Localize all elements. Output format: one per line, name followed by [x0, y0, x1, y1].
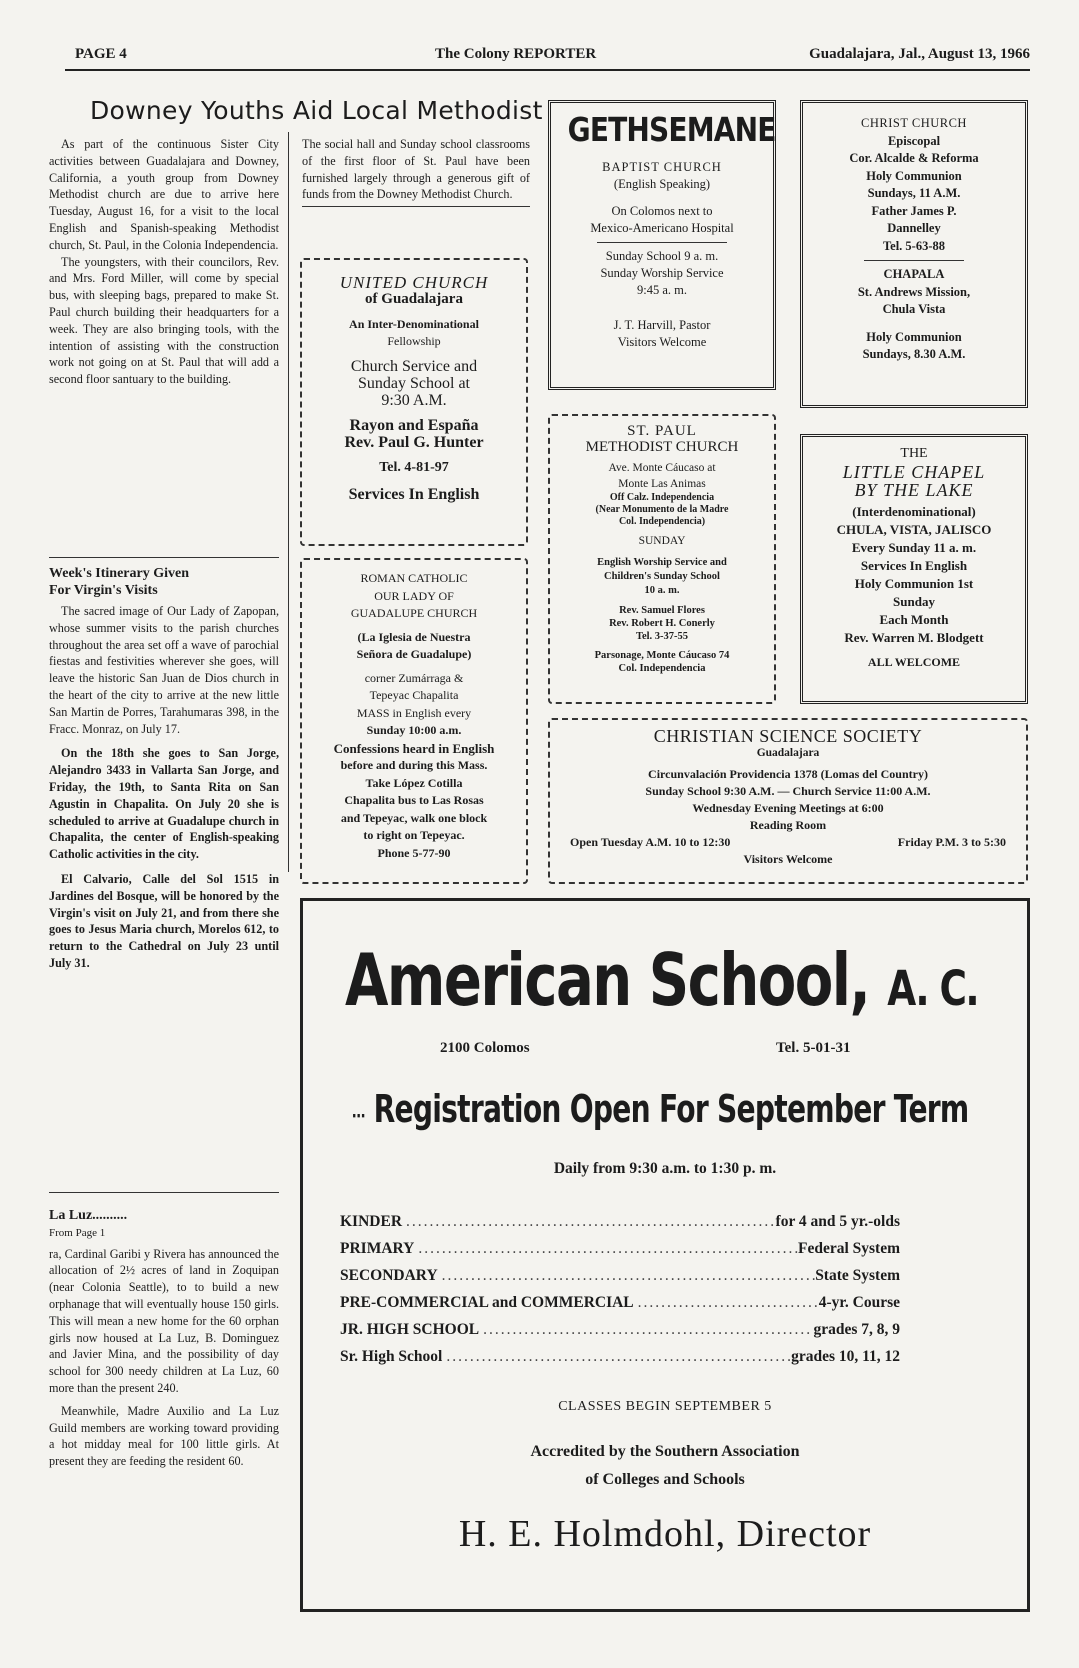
dot-leader: [414, 1235, 798, 1262]
dot-leader: [442, 1343, 791, 1370]
story-paragraph: On the 18th she goes to San Jorge, Alejandro 3433 in Vallarta San Jorge, and Friday, the 19th, to Santa Rita on San Agustin in Chapalita. On July 20 she is scheduled to arrive at Guadalupe church in Chapalita, the center of English-speaking Catholic activities in the city.: [49, 746, 279, 862]
course-name: SECONDARY: [340, 1267, 438, 1284]
story-paragraph: The youngsters, with their councilors, Rev. and Mrs. Ford Miller, will come by special bus, with sleeping bags, prepared to make St. Paul church building their headquarters for a week. They are also bringing tools, with the intention of assisting with the construction work not going on at St. Paul that will add a second floor santuary to the building.: [49, 254, 279, 387]
dot-leader: [402, 1208, 776, 1235]
course-row: [340, 1343, 900, 1370]
course-name: PRE-COMMERCIAL and COMMERCIAL: [340, 1294, 634, 1311]
course-value: grades 10, 11, 12: [791, 1348, 900, 1365]
course-name: KINDER: [340, 1213, 403, 1230]
story-column-1: [49, 136, 279, 388]
divider: [302, 206, 530, 207]
story-paragraph: The sacred image of Our Lady of Zapopan, whose summer visits to the parish churches throughout the area set off a wave of parochial fiestas and festivities wherever she goes, will leave the historic San Juan de Dios church in the heart of the city to arrive at the new little San Martin de Porres, Tarahumaras 398, in the Fracc. Monraz, on July 17.: [49, 604, 279, 736]
course-name: JR. HIGH SCHOOL: [340, 1321, 480, 1338]
story-paragraph: El Calvario, Calle del Sol 1515 in Jardines del Bosque, will be honored by the Virgin's visit on July 21, and from there she goes to Jesus Maria church, Morelos 612, to return to the Cathedral on July 23 until July 31.: [49, 871, 279, 970]
course-row: [340, 1289, 900, 1316]
course-row: [340, 1208, 900, 1235]
story-column-2: [302, 136, 530, 207]
divider: [864, 260, 964, 261]
jump-line: From Page 1: [49, 1226, 106, 1239]
director-name: H. E. Holmdohl, Director: [458, 1513, 872, 1555]
column-rule: [288, 132, 289, 872]
course-row: [340, 1235, 900, 1262]
course-name: PRIMARY: [340, 1240, 415, 1257]
dot-leader: [634, 1289, 819, 1316]
virgin-headline: Week's Itinerary Given For Virgin's Visits: [49, 566, 189, 598]
page-number: PAGE 4: [75, 46, 127, 62]
course-value: for 4 and 5 yr.-olds: [775, 1213, 900, 1230]
newspaper-name: The Colony REPORTER: [435, 46, 597, 62]
story-paragraph: Meanwhile, Madre Auxilio and La Luz Guild members are working toward providing a hot midday meal for 100 little girls. At present they are feeding the resident 60.: [49, 1403, 279, 1469]
story-headline: Downey Youths Aid Local Methodist: [90, 96, 543, 125]
christian-science-ad: CHRISTIAN SCIENCE SOCIETY Guadalajara Circunvalación Providencia 1378 (Lomas del Country) Sunday School 9:30 A.M. — Church Service 11:00 A.M. Wednesday Evening Meetings at 6:00 Reading Room Open Tuesday A.M. 10 to 12:30 Friday P.M. 3 to 5:30 Visitors Welcome: [548, 718, 1028, 884]
catholic-church-ad: ROMAN CATHOLIC OUR LADY OF GUADALUPE CHURCH (La Iglesia de Nuestra Señora de Guadalupe) corner Zumárraga & Tepeyac Chapalita MASS in English every Sunday 10:00 a.m. Confessions heard in English before and during this Mass. Take López Cotilla Chapalita bus to Las Rosas and Tepeyac, walk one block to right on Tepeyac. Phone 5-77-90: [300, 558, 528, 884]
course-value: Federal System: [797, 1240, 900, 1257]
hours-row: Open Tuesday A.M. 10 to 12:30 Friday P.M. 3 to 5:30: [570, 835, 1006, 849]
classes-begin: CLASSES BEGIN SEPTEMBER 5: [558, 1399, 772, 1414]
dateline: Guadalajara, Jal., August 13, 1966: [809, 46, 1030, 62]
course-value: State System: [815, 1267, 900, 1284]
dot-leader: [479, 1316, 813, 1343]
gethsemane-ad: GETHSEMANE BAPTIST CHURCH (English Speaking) On Colomos next to Mexico-Americano Hospital Sunday School 9 a. m. Sunday Worship Service 9:45 a. m. J. T. Harvill, Pastor Visitors Welcome: [548, 100, 776, 390]
united-church-ad: UNITED CHURCH of Guadalajara An Inter-Denominational Fellowship Church Service and Sunday School at 9:30 A.M. Rayon and España Rev. Paul G. Hunter Tel. 4-81-97 Services In English: [300, 258, 528, 546]
school-hours: Daily from 9:30 a.m. to 1:30 p. m.: [553, 1160, 777, 1177]
story-paragraph: As part of the continuous Sister City activities between Guadalajara and Downey, California, a youth group from Downey Methodist church are due to arrive here Tuesday, August 16, for a visit to the local English and Spanish-speaking Methodist church, St. Paul, in the Colonia Independencia.: [49, 137, 279, 252]
course-value: 4-yr. Course: [818, 1294, 900, 1311]
course-list: [340, 1208, 900, 1370]
school-address: 2100 Colomos: [440, 1040, 530, 1056]
course-name: Sr. High School: [340, 1348, 443, 1365]
st-paul-ad: ST. PAUL METHODIST CHURCH Ave. Monte Cáucaso at Monte Las Animas Off Calz. Independencia (Near Monumento de la Madre Col. Independencia) SUNDAY English Worship Service and Children's Sunday School 10 a. m. Rev. Samuel Flores Rev. Robert H. Conerly Tel. 3-37-55 Parsonage, Monte Cáucaso 74 Col. Independencia: [548, 414, 776, 704]
dot-leader: [438, 1262, 816, 1289]
accreditation-line-2: of Colleges and Schools: [585, 1471, 745, 1488]
registration-headline: ⋯ Registration Open For September Term: [352, 1087, 969, 1131]
school-name: American School, A. C.: [345, 938, 979, 1022]
little-chapel-ad: THE LITTLE CHAPEL BY THE LAKE (Interdenominational) CHULA, VISTA, JALISCO Every Sunday 11 a. m. Services In English Holy Communion 1st Sunday Each Month Rev. Warren M. Blodgett ALL WELCOME: [800, 434, 1028, 704]
story-paragraph: The social hall and Sunday school classrooms of the first floor of St. Paul have been furnished largely through a generous gift of funds from the Downey Methodist Church.: [302, 137, 530, 202]
divider: [597, 242, 727, 243]
course-value: grades 7, 8, 9: [813, 1321, 900, 1338]
christ-church-ad: CHRIST CHURCH Episcopal Cor. Alcalde & Reforma Holy Communion Sundays, 11 A.M. Father James P. Dannelley Tel. 5-63-88 CHAPALA St. Andrews Mission, Chula Vista Holy Communion Sundays, 8.30 A.M.: [800, 100, 1028, 408]
laluz-headline: La Luz..........: [49, 1208, 128, 1223]
virgin-story: [49, 565, 279, 972]
divider: [49, 1192, 279, 1193]
masthead-rule: [65, 69, 1030, 71]
school-phone: Tel. 5-01-31: [776, 1040, 851, 1056]
laluz-story: [49, 1208, 279, 1470]
accreditation-line-1: Accredited by the Southern Association: [530, 1443, 800, 1460]
course-row: [340, 1262, 900, 1289]
gethsemane-title: GETHSEMANE: [567, 110, 776, 149]
divider: [49, 557, 279, 558]
story-paragraph: ra, Cardinal Garibi y Rivera has announced the allocation of 2½ acres of land in Zoquipan (near Colonia Seattle), to to build a new orphanage that will eventually house 150 girls. This will mean a new home for the 60 orphan girls now housed at La Luz, B. Dominguez and Javier Mina, and the possibility of day school for 300 needy children at La Luz, 60 more than the present 240.: [49, 1246, 279, 1395]
course-row: [340, 1316, 900, 1343]
